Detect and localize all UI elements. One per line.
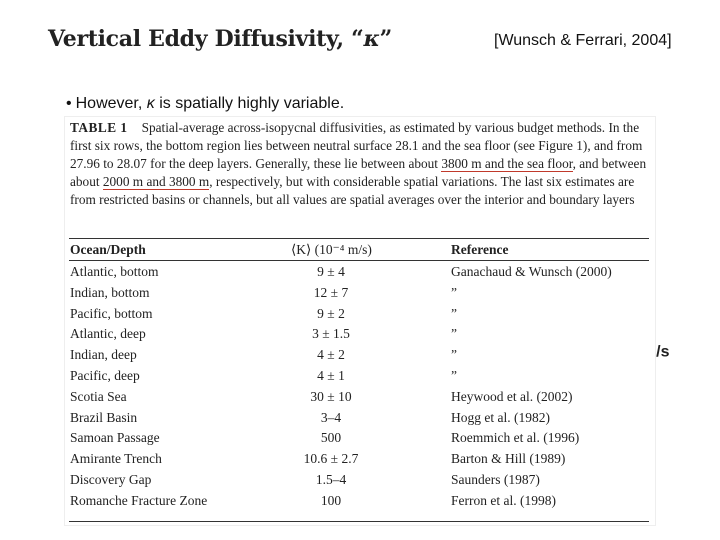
row-ocean-depth: Romanche Fracture Zone [70, 492, 208, 508]
title-prefix: Vertical Eddy Diffusivity, “ [48, 26, 364, 52]
unit-rest: /s [656, 343, 670, 361]
row-diffusivity: 500 [320, 430, 342, 446]
row-reference: ” [451, 305, 457, 321]
row-ocean-depth: Discovery Gap [70, 472, 152, 487]
title-suffix: ” [379, 26, 393, 52]
row-diffusivity: 30 ± 10 [310, 388, 352, 404]
table-top-rule [69, 238, 649, 239]
table-row [65, 368, 655, 389]
table-row [65, 410, 655, 431]
table-row [65, 451, 655, 472]
table-row [65, 264, 655, 285]
row-diffusivity: 9 ± 2 [317, 305, 345, 321]
caption-underlined-1: 3800 m and the sea floor [441, 156, 573, 171]
row-reference: Heywood et al. (2002) [451, 388, 573, 404]
row-reference: ” [451, 326, 457, 342]
row-diffusivity: 4 ± 1 [317, 368, 345, 383]
bullet-kappa-symbol: κ [146, 95, 155, 112]
slide-title [48, 26, 392, 52]
row-diffusivity: 3 ± 1.5 [312, 326, 350, 342]
row-reference: Saunders (1987) [451, 472, 540, 487]
table-header-rule [69, 260, 649, 261]
diffusivity-table-image [64, 116, 656, 526]
row-diffusivity: 9 ± 4 [317, 264, 345, 279]
row-ocean-depth: Atlantic, deep [70, 326, 146, 342]
caption-label: TABLE 1 [70, 120, 128, 135]
caption-text-1: Spatial-average across-isopycnal diffusivities, as estimated by various budget methods. In the first six rows, the bottom region lies between neutral surface 28.1 and the sea floor (see Figure 1), and from 27.96 to 28.07 for the deep layers. Generally, these lie between about [70, 120, 643, 171]
row-reference: ” [451, 284, 457, 300]
table-row [65, 306, 655, 327]
row-diffusivity: 12 ± 7 [313, 284, 349, 300]
row-ocean-depth: Indian, bottom [70, 284, 150, 300]
row-ocean-depth: Samoan Passage [70, 430, 160, 446]
row-reference: Roemmich et al. (1996) [451, 430, 580, 446]
table-row [65, 389, 655, 410]
bullet-prefix: However, [75, 95, 147, 112]
row-reference: Ferron et al. (1998) [451, 492, 556, 508]
table-row [65, 430, 655, 451]
caption-text-2: , and between about [70, 156, 647, 189]
row-diffusivity: 100 [320, 492, 342, 508]
header-reference: Reference [451, 242, 509, 257]
row-ocean-depth: Brazil Basin [70, 409, 138, 425]
row-diffusivity: 4 ± 2 [317, 347, 345, 363]
row-ocean-depth: Pacific, bottom [70, 305, 153, 321]
bullet-marker: • [66, 95, 72, 112]
table-row [65, 472, 655, 493]
row-ocean-depth: Amirante Trench [70, 451, 162, 467]
row-reference: Barton & Hill (1989) [451, 451, 566, 467]
table-row [65, 285, 655, 306]
title-kappa-symbol: κ [363, 26, 380, 52]
table-row [65, 347, 655, 368]
bullet-suffix: is spatially highly variable. [154, 95, 345, 112]
bullet-point [66, 95, 344, 113]
row-ocean-depth: Atlantic, bottom [70, 264, 159, 279]
row-reference: Hogg et al. (1982) [451, 409, 550, 425]
caption-underlined-2: 2000 m and 3800 m [102, 174, 210, 189]
citation: [Wunsch & Ferrari, 2004] [494, 32, 672, 49]
row-reference: ” [451, 368, 457, 383]
row-reference: Ganachaud & Wunsch (2000) [451, 264, 612, 279]
table-caption [70, 119, 650, 209]
row-ocean-depth: Indian, deep [70, 347, 137, 363]
row-diffusivity: 10.6 ± 2.7 [303, 451, 359, 467]
table-row [65, 326, 655, 347]
row-ocean-depth: Pacific, deep [70, 368, 140, 383]
caption-text-3: , respectively, but with considerable spatial variations. The last six estimates are from restricted basins or channels, but all values are spatial averages over the interior and boundary layers [70, 174, 635, 207]
table-bottom-rule [69, 521, 649, 522]
row-diffusivity: 3–4 [320, 409, 342, 425]
row-diffusivity: 1.5–4 [315, 472, 347, 487]
table-row [65, 493, 655, 514]
header-ocean-depth: Ocean/Depth [70, 242, 146, 257]
row-reference: ” [451, 347, 457, 363]
row-ocean-depth: Scotia Sea [70, 388, 127, 404]
header-diffusivity: ⟨K⟩ (10⁻⁴ m/s) [291, 242, 372, 257]
